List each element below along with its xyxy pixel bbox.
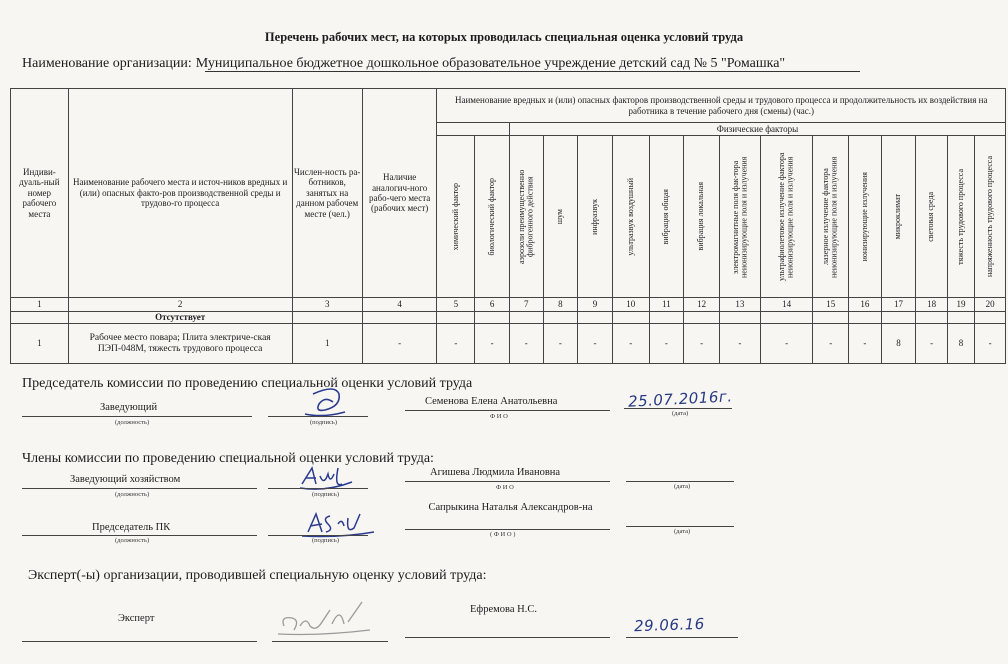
row-value: - [509, 324, 543, 364]
chairman-fio: Семенова Елена Анатольевна [425, 396, 558, 407]
row-value: - [975, 324, 1006, 364]
section-cell-empty [684, 312, 720, 324]
col-number: 8 [543, 298, 578, 312]
chairman-signature-caption: (подпись) [310, 419, 337, 426]
member-fio-line [405, 529, 610, 530]
factor-header [509, 136, 543, 298]
header-row-1 [11, 89, 1006, 123]
section-cell-empty [362, 312, 437, 324]
col-number: 15 [813, 298, 849, 312]
section-cell-empty [813, 312, 849, 324]
member-signature-line [268, 535, 368, 536]
member-position: Заведующий хозяйством [70, 474, 181, 485]
col-number: 6 [475, 298, 510, 312]
chairman-fio-line [405, 410, 610, 411]
row-analog: - [362, 324, 437, 364]
factor-header [612, 136, 649, 298]
section-cell-empty [612, 312, 649, 324]
member-fio: Сапрыкина Наталья Александров-на [428, 502, 593, 513]
col-number: 10 [612, 298, 649, 312]
member-signature-caption: (подпись) [312, 537, 339, 544]
factor-label: напряженность трудового процесса [984, 155, 994, 278]
member-fio-caption: ( Ф И О ) [490, 531, 516, 538]
chairman-date-caption: (дата) [672, 410, 689, 417]
section-cell-empty [475, 312, 510, 324]
page-title: Перечень рабочих мест, на которых проводилась специальная оценка условий труда [264, 30, 744, 44]
factor-header [813, 136, 849, 298]
section-cell-empty [916, 312, 948, 324]
section-cell-empty [760, 312, 813, 324]
factor-header [543, 136, 578, 298]
section-label: Отсутствует [68, 312, 292, 324]
member-position-line [22, 488, 257, 489]
expert-signature-line [272, 641, 388, 642]
member-fio: Агишева Людмила Ивановна [430, 467, 561, 478]
expert-position-line [22, 641, 257, 642]
member-signature-caption: (подпись) [312, 491, 339, 498]
member-signature-icon [296, 462, 356, 494]
row-value: 8 [947, 324, 974, 364]
factor-label: ионизирующие излучения [859, 171, 869, 262]
col-number: 17 [881, 298, 916, 312]
col-number: 3 [292, 298, 362, 312]
member-date-line [626, 526, 734, 527]
member-fio-line [405, 481, 610, 482]
table-row [11, 324, 1006, 364]
factor-label: микроклимат [893, 193, 903, 240]
row-value: - [543, 324, 578, 364]
members-heading: Члены комиссии по проведению специальной оценки условий труда: [22, 451, 434, 466]
row-value: - [612, 324, 649, 364]
factor-header [649, 136, 684, 298]
chairman-heading: Председатель комиссии по проведению специальной оценки условий труда [22, 376, 473, 391]
member-signature-line [268, 488, 368, 489]
expert-date: 29.06.16 [633, 614, 706, 636]
factor-spacer [437, 123, 509, 136]
factor-header [849, 136, 882, 298]
section-cell-empty [578, 312, 613, 324]
chairman-date: 25.07.2016г. [627, 387, 733, 411]
section-cell-empty [947, 312, 974, 324]
col-number: 16 [849, 298, 882, 312]
member-position: Председатель ПК [92, 522, 171, 533]
organization-line [22, 56, 785, 72]
factor-label: аэрозоли преимущественно фиброгенного действия [516, 169, 535, 264]
col-number: 11 [649, 298, 684, 312]
col-header-num: Индиви-дуаль-ный номер рабочего места [11, 89, 69, 298]
expert-fio-line [405, 637, 610, 638]
factor-label: ультрафиолетовое излучение фактора неионизирующие поля и излучения [777, 152, 795, 281]
col-number: 13 [719, 298, 760, 312]
row-value: - [578, 324, 613, 364]
factor-label: биологический фактор [486, 177, 496, 256]
row-value: - [849, 324, 882, 364]
member-position-caption: (должность) [115, 491, 150, 498]
col-number: 1 [11, 298, 69, 312]
expert-date-line [626, 637, 738, 638]
col-header-physical: Физические факторы [509, 123, 1005, 136]
organization-label: Наименование организации: [22, 56, 192, 71]
chairman-fio-caption: Ф И О [490, 413, 508, 420]
factor-header [947, 136, 974, 298]
factor-label: электромагнитные поля фак-тора неионизирующие поля и излучения [730, 155, 748, 278]
col-number: 14 [760, 298, 813, 312]
factor-label: лазерное излучение фактора неионизирующие поля и излучения [821, 155, 839, 278]
section-cell-empty [975, 312, 1006, 324]
chairman-position-caption: (должность) [115, 419, 150, 426]
row-value: - [719, 324, 760, 364]
row-value: - [916, 324, 948, 364]
factor-header [760, 136, 813, 298]
factor-label: химический фактор [450, 182, 460, 251]
factor-header [684, 136, 720, 298]
factor-label: световая среда [926, 191, 936, 242]
section-cell-empty [719, 312, 760, 324]
row-count: 1 [292, 324, 362, 364]
chairman-position: Заведующий [100, 402, 158, 413]
section-cell-empty [543, 312, 578, 324]
factor-header [719, 136, 760, 298]
row-value: - [760, 324, 813, 364]
chairman-signature-line [268, 416, 368, 417]
member-date-caption: (дата) [674, 528, 691, 535]
col-header-name: Наименование рабочего места и источ-ников вредных и (или) опасных факто-ров производственной среды и трудово-го процесса [68, 89, 292, 298]
factor-label: вибрация общая [661, 188, 671, 245]
col-number: 19 [947, 298, 974, 312]
factor-label: вибрация локальная [696, 182, 706, 251]
workplace-table [10, 88, 1006, 364]
section-cell-empty [292, 312, 362, 324]
section-cell-empty [437, 312, 475, 324]
col-header-analog: Наличие аналогич-ного рабо-чего места (рабочих мест) [362, 89, 437, 298]
chairman-signature-icon [295, 384, 355, 424]
factor-header [578, 136, 613, 298]
factor-header [881, 136, 916, 298]
section-row [11, 312, 1006, 324]
expert-fio: Ефремова Н.С. [470, 604, 537, 615]
factor-label: шум [555, 208, 565, 225]
member-position-line [22, 535, 257, 536]
col-number: 20 [975, 298, 1006, 312]
expert-heading: Эксперт(-ы) организации, проводившей специальную оценку условий труда: [28, 568, 487, 583]
factor-header [437, 136, 475, 298]
col-number: 5 [437, 298, 475, 312]
factor-header [975, 136, 1006, 298]
row-value: - [475, 324, 510, 364]
row-value: 8 [881, 324, 916, 364]
section-cell-empty [11, 312, 69, 324]
member-position-caption: (должность) [115, 537, 150, 544]
col-number: 4 [362, 298, 437, 312]
member-date-caption: (дата) [674, 483, 691, 490]
row-value: - [684, 324, 720, 364]
factor-label: инфразвук [589, 198, 599, 235]
section-cell-empty [849, 312, 882, 324]
col-number: 2 [68, 298, 292, 312]
organization-name: Муниципальное бюджетное дошкольное образовательное учреждение детский сад № 5 "Ромашка" [195, 56, 786, 71]
factor-label: ультразвук воздушный [625, 177, 635, 256]
col-number: 7 [509, 298, 543, 312]
section-cell-empty [881, 312, 916, 324]
organization-underline [205, 71, 860, 72]
row-name: Рабочее место повара; Плита электриче-ская ПЭП-048М, тяжесть трудового процесса [68, 324, 292, 364]
col-header-factors: Наименование вредных и (или) опасных факторов производственной среды и трудового процесса и продолжительность их воздействия на работника в течение рабочего дня (смены) (час.) [437, 89, 1006, 123]
col-header-count: Числен-ность ра-ботников, занятых на данном рабочем месте (чел.) [292, 89, 362, 298]
column-number-row [11, 298, 1006, 312]
factor-header [916, 136, 948, 298]
col-number: 9 [578, 298, 613, 312]
row-value: - [437, 324, 475, 364]
section-cell-empty [649, 312, 684, 324]
col-number: 18 [916, 298, 948, 312]
chairman-date-line [624, 408, 732, 409]
member-fio-caption: Ф И О [496, 484, 514, 491]
section-cell-empty [509, 312, 543, 324]
member-date-line [626, 481, 734, 482]
row-value: - [813, 324, 849, 364]
expert-signature-icon [270, 596, 380, 640]
row-value: - [649, 324, 684, 364]
col-number: 12 [684, 298, 720, 312]
row-num: 1 [11, 324, 69, 364]
expert-position: Эксперт [118, 613, 155, 624]
factor-header [475, 136, 510, 298]
factor-label: тяжесть трудового процесса [955, 168, 965, 265]
chairman-position-line [22, 416, 252, 417]
